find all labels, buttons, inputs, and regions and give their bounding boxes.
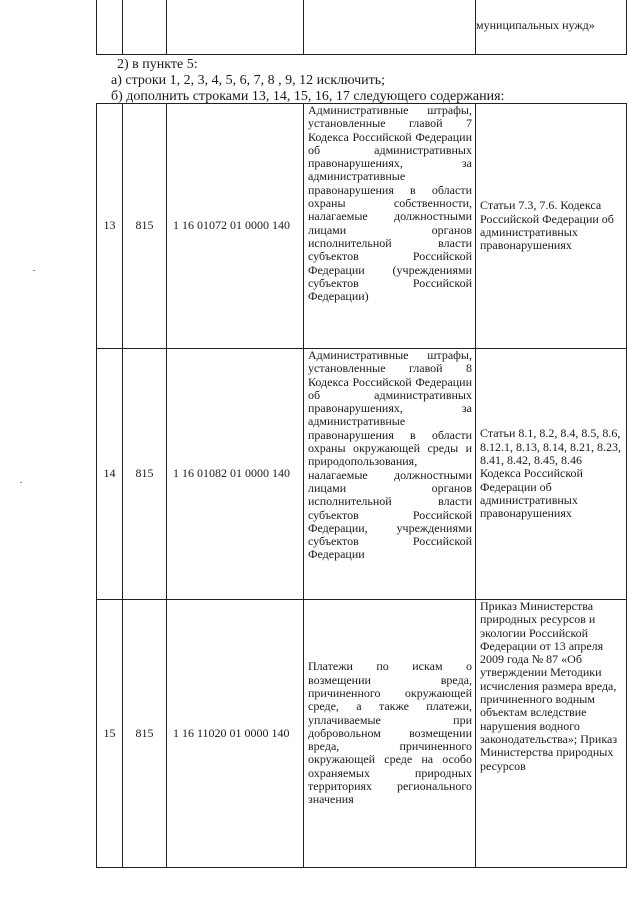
budget-code: 1 16 01072 01 0000 140	[167, 104, 304, 349]
table-row	[97, 600, 627, 868]
row-number: 15	[97, 600, 123, 868]
row-legal-basis: Приказ Министерства природных ресурсов и экологии Российской Федерации от 13 апреля 2009 года № 87 «Об утверждении Методики исчисления размера вреда, причиненного водным объектам вследствие нарушения водного законодательства»; Приказ Министерства природных ресурсов	[480, 599, 618, 773]
table-cell	[123, 0, 167, 55]
row-number: 14	[97, 349, 123, 600]
scan-speck	[20, 482, 22, 483]
admin-code: 815	[123, 600, 167, 868]
legal-basis-cell	[476, 600, 627, 868]
admin-code: 815	[123, 349, 167, 600]
legal-basis-cell	[476, 349, 627, 600]
description-cell	[304, 104, 476, 349]
row-description: Административные штрафы, установленные главой 8 Кодекса Российской Федерации об административных правонарушениях, за административные правонарушения в области охраны окружающей среды и природопользования, налагаемые должностными лицами органов исполнительной власти субъектов Российской Федерации, учреждениями субъектов Российской Федерации	[308, 348, 472, 562]
legal-basis-cell	[476, 104, 627, 349]
table-cell	[97, 0, 123, 55]
table-cell-legal: муниципальных нужд»	[476, 0, 627, 55]
row-number: 13	[97, 104, 123, 349]
row-legal-basis: Статьи 7.3, 7.6. Кодекса Российской Федерации об административных правонарушениях	[480, 198, 614, 253]
intro-line: 2) в пункте 5:	[117, 57, 198, 72]
table-cell	[167, 0, 304, 55]
income-codes-table	[96, 103, 627, 868]
row-description: Платежи по искам о возмещении вреда, причиненного окружающей среде, а также платежи, уплачиваемые при добровольном возмещении вреда, причиненного окружающей среде на особо охраняемых природных территориях регионального значения	[308, 659, 472, 807]
intro-line: а) строки 1, 2, 3, 4, 5, 6, 7, 8 , 9, 12 исключить;	[111, 73, 386, 88]
budget-code: 1 16 01082 01 0000 140	[167, 349, 304, 600]
intro-line: б) дополнить строками 13, 14, 15, 16, 17 следующего содержания:	[111, 89, 505, 104]
budget-code: 1 16 11020 01 0000 140	[167, 600, 304, 868]
scan-speck	[33, 270, 35, 271]
table-cell	[304, 0, 476, 55]
row-description: Административные штрафы, установленные главой 7 Кодекса Российской Федерации об административных правонарушениях, за административные правонарушения в области охраны собственности, налагаемые должностными лицами органов исполнительной власти субъектов Российской Федерации (учреждениями субъектов Российской Федерации)	[308, 103, 472, 304]
previous-table-fragment	[96, 0, 627, 55]
table-row	[97, 0, 627, 55]
row-legal-basis: Статьи 8.1, 8.2, 8.4, 8.5, 8.6, 8.12.1, 8.13, 8.14, 8.21, 8.23, 8.41, 8.42, 8.45, 8.46 Кодекса Российской Федерации об административных правонарушениях	[480, 426, 621, 521]
description-cell	[304, 349, 476, 600]
admin-code: 815	[123, 104, 167, 349]
description-cell	[304, 600, 476, 868]
table-row	[97, 349, 627, 600]
table-row	[97, 104, 627, 349]
